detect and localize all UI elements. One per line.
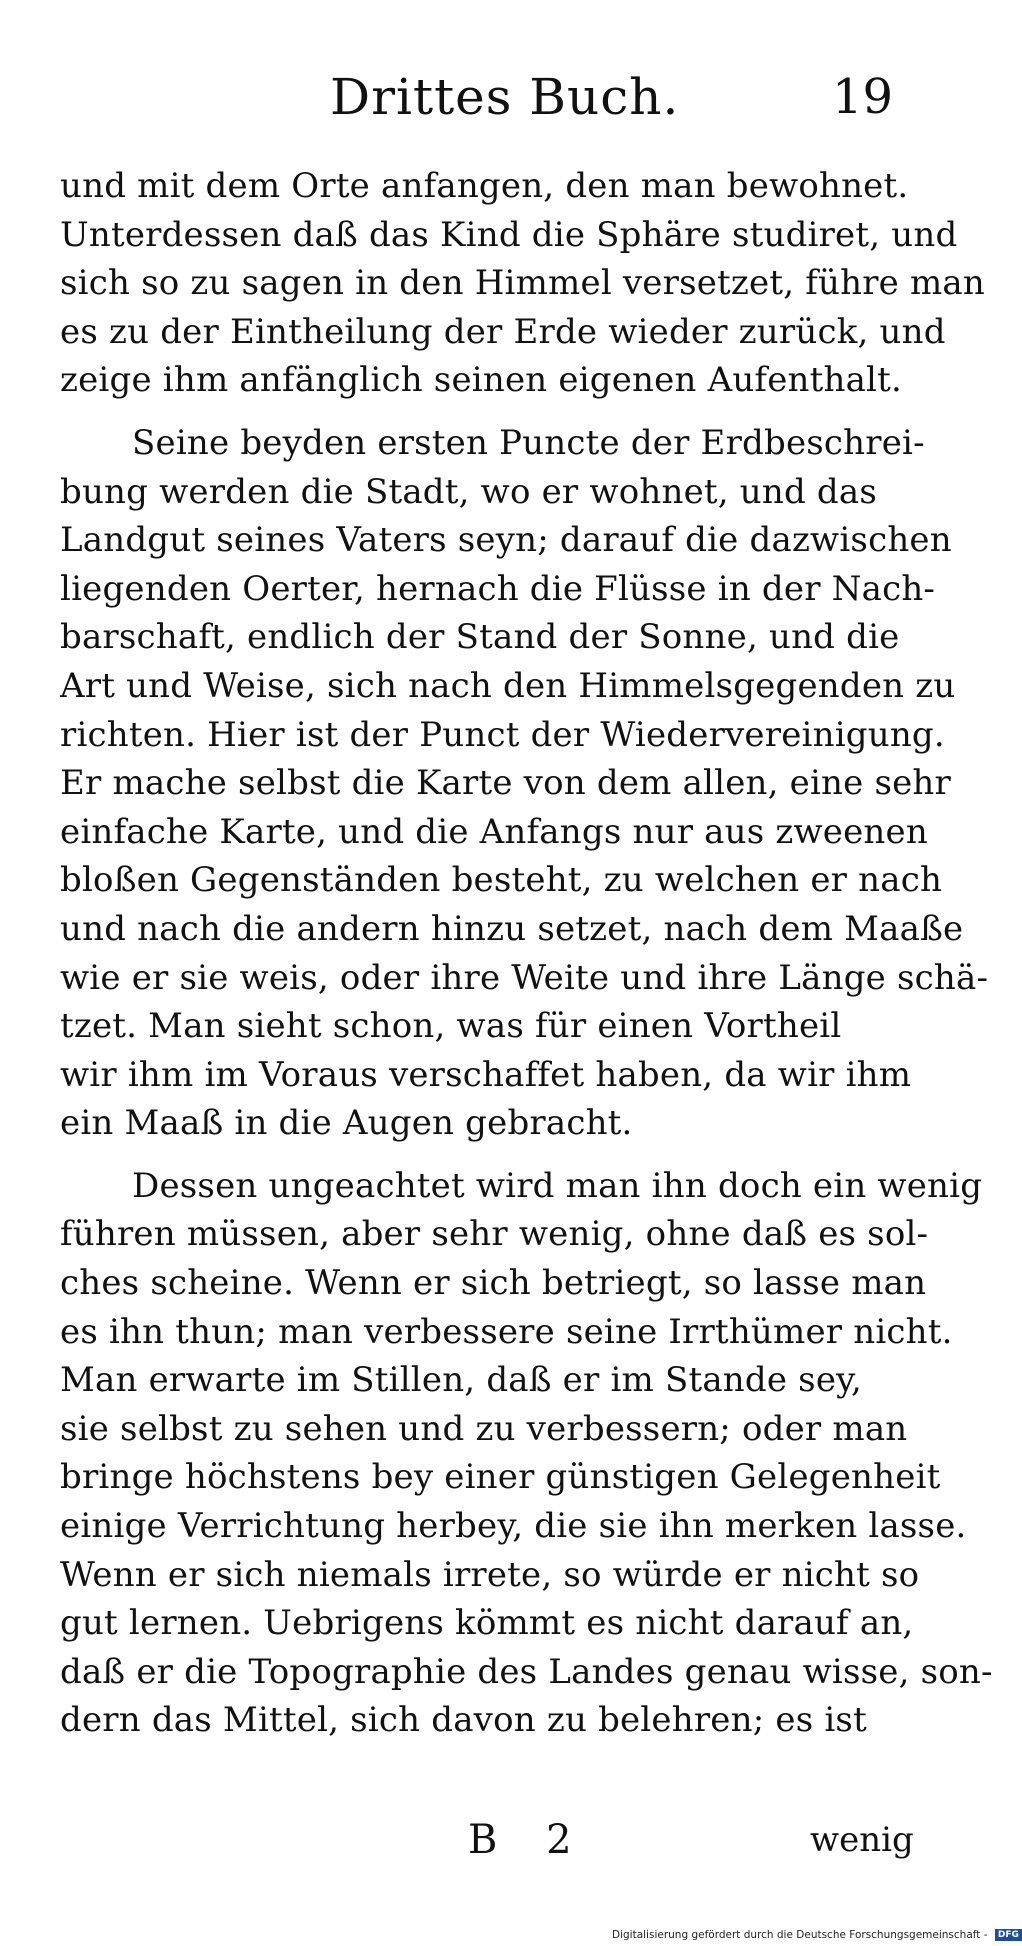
- credit-text: Digitalisierung gefördert durch die Deutsche Forschungsgemeinschaft -: [612, 1929, 988, 1941]
- paragraph-gap: [60, 1148, 900, 1162]
- dfg-logo: DFG: [995, 1929, 1022, 1941]
- text-line: zeige ihm anfänglich seinen eigenen Aufenthalt.: [60, 360, 903, 401]
- running-title: Drittes Buch.: [330, 68, 680, 126]
- text-line: richten. Hier ist der Punct der Wiedervereinigung.: [60, 714, 945, 755]
- text-line: einfache Karte, und die Anfangs nur aus zweenen: [60, 811, 928, 852]
- text-line: sich so zu sagen in den Himmel versetzet, führe man: [60, 263, 985, 304]
- text-line: Art und Weise, sich nach den Himmelsgegenden zu: [60, 665, 956, 706]
- text-line: führen müssen, aber sehr wenig, ohne daß es sol-: [60, 1214, 929, 1255]
- text-line: und nach die andern hinzu setzet, nach dem Maaße: [60, 908, 964, 949]
- digitization-credit: [612, 1928, 1022, 1942]
- text-line: Er mache selbst die Karte von dem allen, eine sehr: [60, 763, 951, 804]
- text-line: tzet. Man sieht schon, was für einen Vortheil: [60, 1006, 842, 1047]
- text-line: Landgut seines Vaters seyn; darauf die dazwischen: [60, 520, 952, 561]
- text-line: bung werden die Stadt, wo er wohnet, und das: [60, 471, 878, 512]
- text-line: gut lernen. Uebrigens kömmt es nicht darauf an,: [60, 1603, 914, 1644]
- catchword: wenig: [810, 1820, 914, 1860]
- text-line: ches scheine. Wenn er sich betriegt, so lasse man: [60, 1263, 927, 1304]
- text-line: es ihn thun; man verbessere seine Irrthümer nicht.: [60, 1311, 953, 1352]
- text-line: es zu der Eintheilung der Erde wieder zurück, und: [60, 311, 946, 352]
- paragraph: [60, 1162, 993, 1745]
- paragraph-gap: [60, 405, 900, 419]
- text-line: sie selbst zu sehen und zu verbessern; oder man: [60, 1408, 908, 1449]
- text-line: wie er sie weis, oder ihre Weite und ihre Länge schä-: [60, 957, 989, 998]
- text-line: bloßen Gegenständen besteht, zu welchen er nach: [60, 860, 943, 901]
- running-head: [0, 62, 1000, 132]
- text-line: Unterdessen daß das Kind die Sphäre studiret, und: [60, 214, 958, 255]
- signature-mark: B 2: [468, 1817, 590, 1863]
- text-line: einige Verrichtung herbey, die sie ihn merken lasse.: [60, 1506, 967, 1547]
- body-text: [60, 162, 993, 1745]
- text-line: daß er die Topographie des Landes genau wisse, son-: [60, 1651, 993, 1692]
- text-line: liegenden Oerter, hernach die Flüsse in der Nach-: [60, 568, 936, 609]
- paragraph: [60, 419, 989, 1148]
- text-line: ein Maaß in die Augen gebracht.: [60, 1103, 633, 1144]
- text-line: bringe höchstens bey einer günstigen Gelegenheit: [60, 1457, 941, 1498]
- text-line: Wenn er sich niemals irrete, so würde er nicht so: [60, 1554, 920, 1595]
- text-line: Man erwarte im Stillen, daß er im Stande sey,: [60, 1360, 863, 1401]
- text-line: und mit dem Orte anfangen, den man bewohnet.: [60, 166, 909, 206]
- text-line: wir ihm im Voraus verschaffet haben, da wir ihm: [60, 1054, 912, 1095]
- text-line: barschaft, endlich der Stand der Sonne, und die: [60, 617, 900, 658]
- text-line: Seine beyden ersten Puncte der Erdbeschrei-: [132, 422, 925, 463]
- paragraph: [60, 162, 985, 405]
- text-line: dern das Mittel, sich davon zu belehren; es ist: [60, 1700, 867, 1741]
- text-line: Dessen ungeachtet wird man ihn doch ein wenig: [132, 1165, 983, 1206]
- page-number: 19: [832, 69, 894, 125]
